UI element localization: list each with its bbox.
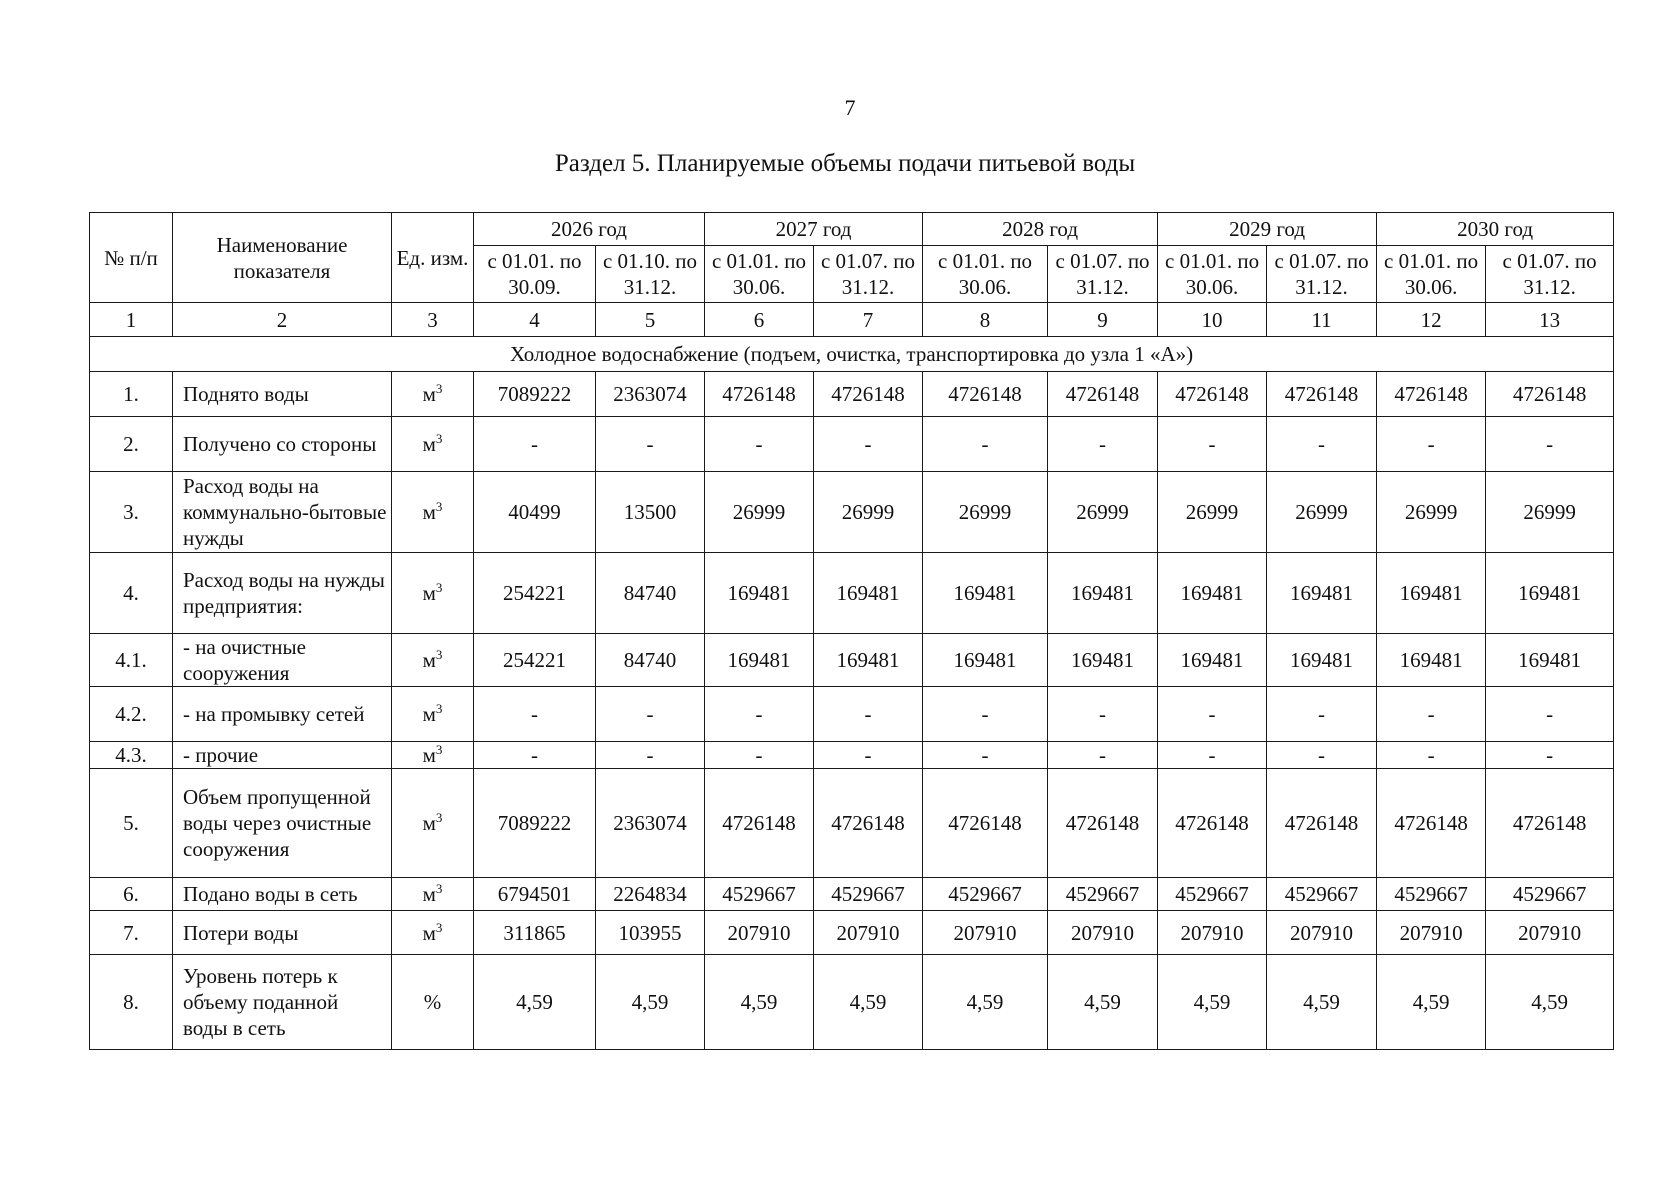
column-number: 1 (90, 303, 173, 337)
unit-base: м (422, 581, 436, 605)
value-cell: 26999 (1158, 472, 1267, 553)
value-cell: 207910 (1158, 911, 1267, 955)
row-number: 4. (90, 553, 173, 634)
value-cell: 4726148 (1486, 372, 1614, 417)
unit-exponent: 3 (435, 381, 443, 396)
value-cell: - (474, 417, 596, 472)
value-cell: - (814, 687, 923, 742)
value-cell: 169481 (814, 553, 923, 634)
value-cell: 7089222 (474, 769, 596, 878)
value-cell: 4726148 (814, 769, 923, 878)
value-cell: 26999 (1377, 472, 1486, 553)
header-name: Наименование показателя (173, 213, 392, 303)
row-indicator-name: Поднято воды (173, 372, 392, 417)
value-cell: 169481 (1048, 553, 1158, 634)
value-cell: 6794501 (474, 878, 596, 911)
value-cell: 169481 (1267, 553, 1377, 634)
table-row (90, 911, 1614, 955)
unit-exponent: 3 (435, 742, 443, 757)
value-cell: 4,59 (1377, 955, 1486, 1050)
value-cell: - (1158, 742, 1267, 769)
unit-exponent: 3 (435, 431, 443, 446)
value-cell: 169481 (705, 634, 814, 687)
row-indicator-name: Расход воды на коммунально-бытовые нужды (173, 472, 392, 553)
value-cell: 26999 (923, 472, 1048, 553)
section-label: Холодное водоснабжение (подъем, очистка, транспортировка до узла 1 «А») (90, 337, 1614, 372)
unit-base: м (422, 432, 436, 456)
row-number: 4.1. (90, 634, 173, 687)
value-cell: 207910 (1048, 911, 1158, 955)
table-row (90, 742, 1614, 769)
value-cell: 4,59 (705, 955, 814, 1050)
value-cell: 4529667 (1486, 878, 1614, 911)
column-number-row (90, 303, 1614, 337)
value-cell: 4529667 (1377, 878, 1486, 911)
value-cell: 311865 (474, 911, 596, 955)
value-cell: 7089222 (474, 372, 596, 417)
value-cell: 169481 (1377, 634, 1486, 687)
header-year: 2028 год (923, 213, 1158, 246)
header-period: с 01.01. по 30.06. (923, 246, 1048, 303)
row-indicator-name: Подано воды в сеть (173, 878, 392, 911)
value-cell: 169481 (1267, 634, 1377, 687)
table-row (90, 769, 1614, 878)
value-cell: - (923, 687, 1048, 742)
value-cell: 169481 (1377, 553, 1486, 634)
value-cell: 2264834 (596, 878, 705, 911)
row-number: 1. (90, 372, 173, 417)
value-cell: 26999 (1486, 472, 1614, 553)
value-cell: 169481 (1158, 634, 1267, 687)
header-period: с 01.07. по 31.12. (1267, 246, 1377, 303)
row-number: 4.3. (90, 742, 173, 769)
value-cell: 4726148 (705, 372, 814, 417)
value-cell: 4726148 (814, 372, 923, 417)
unit-base: % (423, 990, 442, 1014)
value-cell: 4529667 (1267, 878, 1377, 911)
unit-base: м (422, 382, 436, 406)
value-cell: - (1377, 687, 1486, 742)
value-cell: 4,59 (474, 955, 596, 1050)
row-unit (392, 955, 474, 1050)
value-cell: 26999 (705, 472, 814, 553)
value-cell: 4529667 (1158, 878, 1267, 911)
value-cell: - (705, 687, 814, 742)
row-unit (392, 417, 474, 472)
value-cell: 4726148 (1048, 769, 1158, 878)
value-cell: - (1267, 417, 1377, 472)
row-unit (392, 553, 474, 634)
header-period: с 01.07. по 31.12. (1048, 246, 1158, 303)
value-cell: 4,59 (1158, 955, 1267, 1050)
value-cell: - (474, 742, 596, 769)
value-cell: - (1486, 742, 1614, 769)
value-cell: - (596, 742, 705, 769)
row-unit (392, 372, 474, 417)
value-cell: 169481 (705, 553, 814, 634)
header-period: с 01.01. по 30.06. (705, 246, 814, 303)
header-year: 2026 год (474, 213, 705, 246)
row-number: 5. (90, 769, 173, 878)
row-unit (392, 742, 474, 769)
value-cell: 4726148 (1048, 372, 1158, 417)
value-cell: 4529667 (705, 878, 814, 911)
value-cell: 4,59 (1267, 955, 1377, 1050)
value-cell: - (814, 417, 923, 472)
value-cell: - (1048, 417, 1158, 472)
table-row (90, 687, 1614, 742)
value-cell: 13500 (596, 472, 705, 553)
value-cell: 4726148 (1158, 372, 1267, 417)
value-cell: 2363074 (596, 769, 705, 878)
value-cell: 4,59 (923, 955, 1048, 1050)
value-cell: 26999 (1048, 472, 1158, 553)
value-cell: - (705, 417, 814, 472)
value-cell: 207910 (1486, 911, 1614, 955)
header-period: с 01.01. по 30.09. (474, 246, 596, 303)
header-period: с 01.01. по 30.06. (1158, 246, 1267, 303)
unit-base: м (422, 882, 436, 906)
header-num: № п/п (90, 213, 173, 303)
value-cell: 4726148 (1377, 769, 1486, 878)
row-number: 2. (90, 417, 173, 472)
column-number: 12 (1377, 303, 1486, 337)
row-unit (392, 687, 474, 742)
table-row (90, 372, 1614, 417)
value-cell: 4529667 (1048, 878, 1158, 911)
row-number: 7. (90, 911, 173, 955)
value-cell: 4,59 (1486, 955, 1614, 1050)
header-year: 2029 год (1158, 213, 1377, 246)
table-row (90, 878, 1614, 911)
unit-exponent: 3 (435, 580, 443, 595)
unit-base: м (422, 811, 436, 835)
value-cell: - (1158, 417, 1267, 472)
row-indicator-name: Объем пропущенной воды через очистные сооружения (173, 769, 392, 878)
value-cell: 207910 (1377, 911, 1486, 955)
column-number: 7 (814, 303, 923, 337)
unit-base: м (422, 500, 436, 524)
value-cell: - (474, 687, 596, 742)
column-number: 9 (1048, 303, 1158, 337)
value-cell: 4726148 (705, 769, 814, 878)
value-cell: 254221 (474, 553, 596, 634)
value-cell: - (923, 742, 1048, 769)
value-cell: 207910 (923, 911, 1048, 955)
value-cell: 254221 (474, 634, 596, 687)
value-cell: - (1377, 417, 1486, 472)
value-cell: - (1267, 687, 1377, 742)
value-cell: 169481 (1048, 634, 1158, 687)
value-cell: 4,59 (1048, 955, 1158, 1050)
value-cell: 2363074 (596, 372, 705, 417)
value-cell: - (1267, 742, 1377, 769)
row-unit (392, 634, 474, 687)
value-cell: 4726148 (923, 769, 1048, 878)
header-year: 2027 год (705, 213, 923, 246)
unit-exponent: 3 (435, 919, 443, 935)
unit-exponent: 3 (435, 647, 443, 662)
row-indicator-name: Уровень потерь к объему поданной воды в сеть (173, 955, 392, 1050)
row-unit (392, 769, 474, 878)
unit-base: м (422, 743, 436, 767)
row-indicator-name: Расход воды на нужды предприятия: (173, 553, 392, 634)
value-cell: 4,59 (596, 955, 705, 1050)
row-indicator-name: Потери воды (173, 911, 392, 955)
value-cell: 169481 (1158, 553, 1267, 634)
value-cell: 207910 (705, 911, 814, 955)
row-number: 3. (90, 472, 173, 553)
unit-exponent: 3 (435, 881, 443, 896)
value-cell: - (1048, 687, 1158, 742)
value-cell: 4,59 (814, 955, 923, 1050)
value-cell: 169481 (923, 553, 1048, 634)
unit-base: м (422, 648, 436, 672)
value-cell: - (596, 687, 705, 742)
row-unit (392, 911, 474, 955)
value-cell: 84740 (596, 553, 705, 634)
value-cell: 4726148 (1158, 769, 1267, 878)
value-cell: 40499 (474, 472, 596, 553)
header-period: с 01.07. по 31.12. (814, 246, 923, 303)
value-cell: - (1158, 687, 1267, 742)
value-cell: 4529667 (814, 878, 923, 911)
value-cell: 169481 (1486, 634, 1614, 687)
value-cell: - (814, 742, 923, 769)
value-cell: 84740 (596, 634, 705, 687)
column-number: 5 (596, 303, 705, 337)
column-number: 13 (1486, 303, 1614, 337)
value-cell: 4726148 (923, 372, 1048, 417)
column-number: 4 (474, 303, 596, 337)
column-number: 6 (705, 303, 814, 337)
row-indicator-name: - на промывку сетей (173, 687, 392, 742)
column-number: 2 (173, 303, 392, 337)
value-cell: 4726148 (1486, 769, 1614, 878)
table-row (90, 417, 1614, 472)
page-number: 7 (844, 95, 856, 120)
value-cell: 26999 (814, 472, 923, 553)
value-cell: 4726148 (1267, 769, 1377, 878)
column-number: 11 (1267, 303, 1377, 337)
row-indicator-name: Получено со стороны (173, 417, 392, 472)
column-number: 8 (923, 303, 1048, 337)
table-row (90, 634, 1614, 687)
header-period: с 01.01. по 30.06. (1377, 246, 1486, 303)
header-year: 2030 год (1377, 213, 1614, 246)
unit-base: м (422, 702, 436, 726)
value-cell: - (1486, 417, 1614, 472)
column-number: 3 (392, 303, 474, 337)
unit-exponent: 3 (435, 701, 443, 716)
table-row (90, 553, 1614, 634)
table-row (90, 472, 1614, 553)
value-cell: - (1377, 742, 1486, 769)
row-indicator-name: - на очистные сооружения (173, 634, 392, 687)
value-cell: - (923, 417, 1048, 472)
value-cell: 4529667 (923, 878, 1048, 911)
value-cell: 169481 (923, 634, 1048, 687)
row-number: 6. (90, 878, 173, 911)
header-row-years (90, 213, 1614, 246)
value-cell: - (1048, 742, 1158, 769)
value-cell: 169481 (1486, 553, 1614, 634)
header-period: с 01.10. по 31.12. (596, 246, 705, 303)
value-cell: - (596, 417, 705, 472)
row-unit (392, 878, 474, 911)
header-unit: Ед. изм. (392, 213, 474, 303)
value-cell: - (705, 742, 814, 769)
row-number: 4.2. (90, 687, 173, 742)
unit-base: м (422, 920, 436, 945)
row-indicator-name: - прочие (173, 742, 392, 769)
row-unit (392, 472, 474, 553)
value-cell: 26999 (1267, 472, 1377, 553)
unit-exponent: 3 (435, 499, 443, 514)
water-supply-table (89, 212, 1614, 1050)
section-title: Раздел 5. Планируемые объемы подачи питьевой воды (554, 150, 1136, 177)
row-number: 8. (90, 955, 173, 1050)
header-period: с 01.07. по 31.12. (1486, 246, 1614, 303)
value-cell: 169481 (814, 634, 923, 687)
table-row (90, 955, 1614, 1050)
value-cell: 4726148 (1267, 372, 1377, 417)
value-cell: 207910 (814, 911, 923, 955)
value-cell: 207910 (1267, 911, 1377, 955)
unit-exponent: 3 (435, 810, 443, 825)
value-cell: 103955 (596, 911, 705, 955)
section-row (90, 337, 1614, 372)
value-cell: 4726148 (1377, 372, 1486, 417)
column-number: 10 (1158, 303, 1267, 337)
value-cell: - (1486, 687, 1614, 742)
